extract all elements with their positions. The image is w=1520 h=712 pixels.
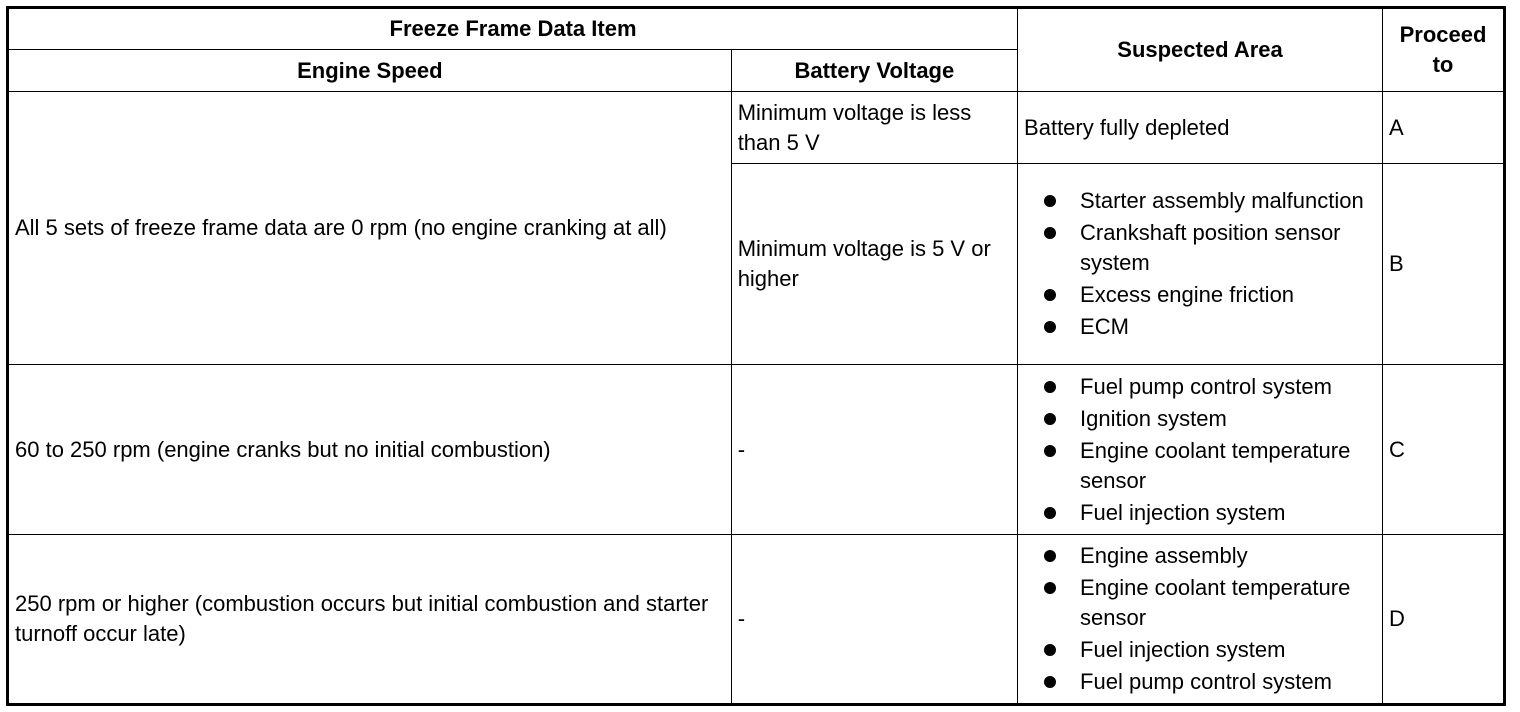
table-row-c (8, 365, 1505, 535)
engine-speed-header: Engine Speed (8, 50, 732, 92)
list-item: Fuel pump control system (1044, 667, 1376, 697)
suspected-area-cell (1018, 365, 1383, 535)
freeze-frame-header: Freeze Frame Data Item (8, 8, 1018, 50)
table-row-d (8, 535, 1505, 705)
proceed-cell: D (1382, 535, 1504, 705)
bullet-icon (1044, 644, 1056, 656)
list-item: Engine assembly (1044, 541, 1376, 571)
suspected-area-cell: Battery fully depleted (1018, 92, 1383, 164)
battery-voltage-header: Battery Voltage (731, 50, 1017, 92)
bullet-icon (1044, 445, 1056, 457)
battery-voltage-cell: Minimum voltage is 5 V or higher (731, 164, 1017, 365)
bullet-icon (1044, 227, 1056, 239)
bullet-icon (1044, 289, 1056, 301)
header-row-1 (8, 8, 1505, 50)
table-row-a (8, 92, 1505, 164)
proceed-cell: B (1382, 164, 1504, 365)
suspected-area-cell (1018, 164, 1383, 365)
engine-speed-cell: 60 to 250 rpm (engine cranks but no initial combustion) (8, 365, 732, 535)
suspected-area-header: Suspected Area (1018, 8, 1383, 92)
list-item: Ignition system (1044, 404, 1376, 434)
proceed-to-header (1382, 8, 1504, 92)
bullet-icon (1044, 582, 1056, 594)
list-item: Fuel pump control system (1044, 372, 1376, 402)
proceed-cell: C (1382, 365, 1504, 535)
bullet-icon (1044, 550, 1056, 562)
bullet-icon (1044, 413, 1056, 425)
battery-voltage-cell: - (731, 365, 1017, 535)
bullet-icon (1044, 381, 1056, 393)
list-item: Engine coolant temperature sensor (1044, 573, 1376, 633)
suspected-area-list (1024, 186, 1376, 342)
battery-voltage-cell: - (731, 535, 1017, 705)
bullet-icon (1044, 195, 1056, 207)
bullet-icon (1044, 507, 1056, 519)
list-item: Fuel injection system (1044, 498, 1376, 528)
proceed-to-header-line-2: to (1432, 52, 1454, 77)
list-item: Excess engine friction (1044, 280, 1376, 310)
list-item: Crankshaft position sensor system (1044, 218, 1376, 278)
suspected-area-list (1024, 541, 1376, 697)
battery-voltage-cell: Minimum voltage is less than 5 V (731, 92, 1017, 164)
list-item: Starter assembly malfunction (1044, 186, 1376, 216)
suspected-area-list (1024, 372, 1376, 528)
proceed-cell: A (1382, 92, 1504, 164)
proceed-to-header-line-1: Proceed (1399, 22, 1487, 47)
list-item: Engine coolant temperature sensor (1044, 436, 1376, 496)
list-item: ECM (1044, 312, 1376, 342)
engine-speed-cell: 250 rpm or higher (combustion occurs but initial combustion and starter turnoff occur late) (8, 535, 732, 705)
freeze-frame-diagnosis-table (6, 6, 1506, 706)
bullet-icon (1044, 676, 1056, 688)
engine-speed-cell: All 5 sets of freeze frame data are 0 rpm (no engine cranking at all) (8, 92, 732, 365)
list-item: Fuel injection system (1044, 635, 1376, 665)
bullet-icon (1044, 321, 1056, 333)
suspected-area-cell (1018, 535, 1383, 705)
